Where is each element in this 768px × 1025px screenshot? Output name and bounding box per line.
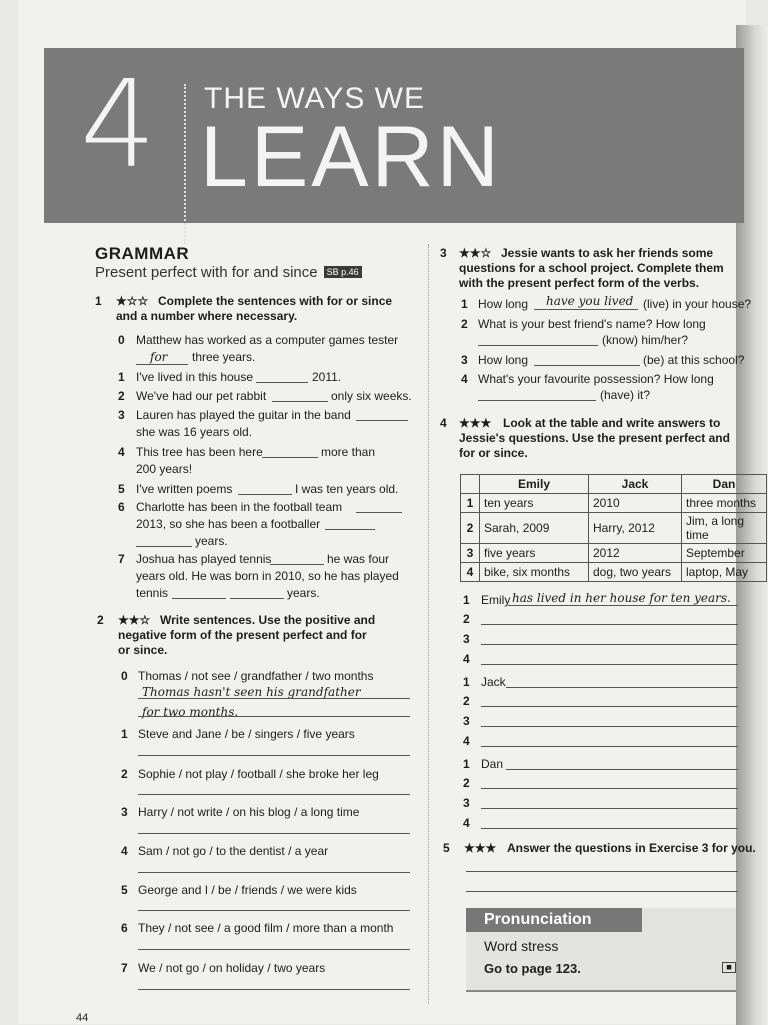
answer-line bbox=[508, 605, 738, 606]
pronunciation-page-ref[interactable]: Go to page 123. bbox=[484, 961, 581, 976]
friends-table bbox=[460, 474, 767, 582]
ex1-instruction-2: and a number where necessary. bbox=[116, 309, 298, 323]
ex2-item-number: 3 bbox=[121, 805, 128, 819]
answer-line[interactable] bbox=[466, 871, 738, 872]
answer-line[interactable] bbox=[230, 598, 284, 599]
answer-line bbox=[138, 698, 410, 699]
table-row bbox=[461, 544, 767, 563]
answer-line[interactable] bbox=[478, 400, 596, 401]
ex1-item-text: he was four bbox=[327, 552, 390, 566]
answer-line[interactable] bbox=[270, 564, 324, 565]
answer-line[interactable] bbox=[481, 788, 738, 789]
ex4-answer-number: 2 bbox=[463, 612, 470, 626]
ex2-item-prompt: Sophie / not play / football / she broke her leg bbox=[138, 767, 379, 781]
table-cell: 4 bbox=[461, 563, 480, 582]
pronunciation-topic: Word stress bbox=[484, 938, 559, 954]
ex1-instruction: Complete the sentences with for or since bbox=[158, 294, 393, 308]
ex4-number: 4 bbox=[440, 416, 447, 430]
unit-banner bbox=[44, 48, 744, 223]
table-row bbox=[461, 513, 767, 544]
ex4-answer-number: 3 bbox=[463, 632, 470, 646]
ex1-item-text: tennis bbox=[136, 586, 169, 600]
answer-line[interactable] bbox=[478, 345, 598, 346]
ex4-answer-number: 4 bbox=[463, 734, 470, 748]
ex1-item-text: more than bbox=[321, 445, 376, 459]
ex1-item-text: three years. bbox=[192, 350, 256, 364]
ex3-item-answer: have you lived bbox=[546, 294, 634, 308]
ex1-item-number: 4 bbox=[118, 445, 125, 459]
ex4-answer-label: Jack bbox=[481, 675, 506, 689]
ex3-item-number: 2 bbox=[461, 317, 468, 331]
answer-line[interactable] bbox=[138, 755, 410, 756]
ex3-item-number: 3 bbox=[461, 353, 468, 367]
ex3-item-text: (know) him/her? bbox=[602, 333, 689, 347]
ex4-answer-label: Emily bbox=[481, 593, 511, 607]
table-cell: 3 bbox=[461, 544, 480, 563]
answer-line[interactable] bbox=[138, 794, 410, 795]
table-cell: laptop, May bbox=[682, 563, 767, 582]
ex3-number: 3 bbox=[440, 246, 447, 260]
table-cell: ten years bbox=[480, 494, 589, 513]
ex3-item-number: 4 bbox=[461, 372, 468, 386]
ex5-number: 5 bbox=[443, 841, 450, 855]
ex4-answer-number: 1 bbox=[463, 757, 470, 771]
ex4-answer-number: 4 bbox=[463, 652, 470, 666]
ex3-item-text: How long bbox=[478, 353, 529, 367]
ex1-item-text: This tree has been here bbox=[136, 445, 263, 459]
table-cell: 2012 bbox=[589, 544, 682, 563]
ex1-item-number: 7 bbox=[118, 552, 125, 566]
answer-line bbox=[138, 716, 410, 717]
ex1-item-answer: for bbox=[150, 350, 168, 364]
unit-number: 4 bbox=[80, 56, 157, 195]
ex2-item-number: 6 bbox=[121, 921, 128, 935]
ex1-item-text: only six weeks. bbox=[331, 389, 412, 403]
ex3-instruction: Jessie wants to ask her friends some bbox=[501, 246, 714, 260]
ex1-item-text: 2013, so she has been a footballer bbox=[136, 517, 321, 531]
ex3-stars: ★★☆ bbox=[459, 246, 492, 260]
ex1-number: 1 bbox=[95, 294, 102, 308]
answer-line[interactable] bbox=[481, 644, 738, 645]
table-cell: three months bbox=[682, 494, 767, 513]
ex1-item-text: Charlotte has been in the football team bbox=[136, 500, 343, 514]
banner-divider bbox=[184, 84, 188, 244]
ex4-answer-number: 4 bbox=[463, 816, 470, 830]
ex4-answer-number: 2 bbox=[463, 694, 470, 708]
ex1-stars: ★☆☆ bbox=[116, 294, 149, 308]
pronunciation-heading: Pronunciation bbox=[466, 908, 642, 932]
ex4-answer-number: 1 bbox=[463, 675, 470, 689]
ex4-answer-label: Dan bbox=[481, 757, 504, 771]
table-cell: 2010 bbox=[589, 494, 682, 513]
ex1-item-text: 2011. bbox=[312, 370, 342, 384]
ex1-item-number: 0 bbox=[118, 333, 125, 347]
table-corner bbox=[461, 475, 480, 494]
answer-line[interactable] bbox=[238, 494, 292, 495]
table-header: Dan bbox=[682, 475, 767, 494]
ex2-item-number: 5 bbox=[121, 883, 128, 897]
ex3-item-number: 1 bbox=[461, 297, 468, 311]
answer-line[interactable] bbox=[138, 949, 410, 950]
ex1-item-text: she was 16 years old. bbox=[136, 425, 253, 439]
ex2-item-prompt: They / not see / a good film / more than a month bbox=[138, 921, 394, 935]
page-number: 44 bbox=[76, 1012, 89, 1024]
table-cell: 2 bbox=[461, 513, 480, 544]
ex2-item-number: 4 bbox=[121, 844, 128, 858]
answer-line[interactable] bbox=[481, 808, 738, 809]
ex2-item-prompt: Sam / not go / to the dentist / a year bbox=[138, 844, 329, 858]
table-row bbox=[461, 563, 767, 582]
ex4-answer-number: 2 bbox=[463, 776, 470, 790]
ex2-item-answer: for two months. bbox=[142, 705, 239, 719]
ex3-item-text: What's your favourite possession? How long bbox=[478, 372, 714, 386]
answer-line[interactable] bbox=[256, 382, 308, 383]
ex3-item-text: (have) it? bbox=[600, 388, 651, 402]
answer-line[interactable] bbox=[534, 365, 640, 366]
answer-line[interactable] bbox=[172, 598, 226, 599]
answer-line bbox=[534, 309, 638, 310]
ex2-item-prompt: Thomas / not see / grandfather / two months bbox=[138, 669, 374, 683]
ex3-instruction-3: with the present perfect form of the verbs. bbox=[459, 276, 700, 290]
answer-line[interactable] bbox=[325, 529, 375, 530]
section-heading: GRAMMAR bbox=[95, 244, 190, 263]
ex5-stars: ★★★ bbox=[464, 841, 497, 855]
ex3-item-text: What is your best friend's name? How long bbox=[478, 317, 706, 331]
ex2-instruction-3: or since. bbox=[118, 643, 168, 657]
ex1-item-text: years old. He was born in 2010, so he has played bbox=[136, 569, 399, 583]
pronunciation-box bbox=[466, 908, 736, 992]
ex1-item-text: 200 years! bbox=[136, 462, 193, 476]
ex1-item-text: years. bbox=[287, 586, 320, 600]
ex2-stars: ★★☆ bbox=[118, 613, 151, 627]
ex2-item-prompt: Harry / not write / on his blog / a long time bbox=[138, 805, 360, 819]
ex4-instruction-2: Jessie's questions. Use the present perfect and bbox=[459, 431, 730, 445]
table-header: Emily bbox=[480, 475, 589, 494]
ex4-stars: ★★★ bbox=[459, 416, 492, 430]
ex1-item-text: Matthew has worked as a computer games tester bbox=[136, 333, 399, 347]
column-divider bbox=[428, 244, 429, 1004]
ex2-instruction-2: negative form of the present perfect and for bbox=[118, 628, 367, 642]
table-cell: Sarah, 2009 bbox=[480, 513, 589, 544]
sb-page-ref: SB p.46 bbox=[324, 266, 362, 278]
ex1-item-number: 3 bbox=[118, 408, 125, 422]
ex1-item-number: 2 bbox=[118, 389, 125, 403]
ex1-item-text: Joshua has played tennis bbox=[136, 552, 272, 566]
table-header: Jack bbox=[589, 475, 682, 494]
answer-line[interactable] bbox=[506, 769, 738, 770]
answer-line[interactable] bbox=[481, 664, 738, 665]
answer-line[interactable] bbox=[138, 872, 410, 873]
ex2-item-prompt: George and I / be / friends / we were kids bbox=[138, 883, 357, 897]
ex4-instruction: Look at the table and write answers to bbox=[503, 416, 721, 430]
ex1-item-number: 1 bbox=[118, 370, 125, 384]
answer-line[interactable] bbox=[506, 687, 738, 688]
ex4-answer-number: 3 bbox=[463, 796, 470, 810]
unit-title-line2: LEARN bbox=[200, 109, 502, 205]
ex1-item-number: 6 bbox=[118, 500, 125, 514]
ex3-item-text: (live) in your house? bbox=[643, 297, 752, 311]
unit-title-line1: THE WAYS WE bbox=[204, 82, 425, 115]
ex2-instruction: Write sentences. Use the positive and bbox=[160, 613, 376, 627]
answer-line[interactable] bbox=[136, 546, 192, 547]
ex2-number: 2 bbox=[97, 613, 104, 627]
table-cell: Jim, a long time bbox=[682, 513, 767, 544]
answer-line[interactable] bbox=[262, 457, 318, 458]
ex1-item-text: I was ten years old. bbox=[295, 482, 399, 496]
ex3-item-text: (be) at this school? bbox=[643, 353, 745, 367]
ex3-instruction-2: questions for a school project. Complete them bbox=[459, 261, 724, 275]
table-cell: dog, two years bbox=[589, 563, 682, 582]
ex1-item-text: years. bbox=[195, 534, 228, 548]
ex4-answer-number: 1 bbox=[463, 593, 470, 607]
answer-line[interactable] bbox=[481, 828, 738, 829]
answer-line[interactable] bbox=[356, 420, 408, 421]
ex2-item-number: 1 bbox=[121, 727, 128, 741]
answer-line[interactable] bbox=[481, 726, 738, 727]
ex4-answer-number: 3 bbox=[463, 714, 470, 728]
table-row bbox=[461, 494, 767, 513]
ex2-item-prompt: Steve and Jane / be / singers / five years bbox=[138, 727, 355, 741]
ex2-item-answer: Thomas hasn't seen his grandfather bbox=[142, 685, 361, 699]
ex2-item-number: 2 bbox=[121, 767, 128, 781]
ex4-instruction-3: for or since. bbox=[459, 446, 528, 460]
ex3-item-text: How long bbox=[478, 297, 529, 311]
answer-line[interactable] bbox=[272, 401, 328, 402]
answer-line[interactable] bbox=[466, 891, 738, 892]
audio-icon: ◼ bbox=[722, 962, 736, 973]
answer-line[interactable] bbox=[481, 746, 738, 747]
answer-line[interactable] bbox=[138, 910, 410, 911]
table-cell: Harry, 2012 bbox=[589, 513, 682, 544]
answer-line[interactable] bbox=[138, 989, 410, 990]
ex5-instruction: Answer the questions in Exercise 3 for you. bbox=[507, 841, 756, 855]
section-subheading: Present perfect with for and since SB p.46 bbox=[95, 264, 362, 281]
answer-line[interactable] bbox=[356, 512, 402, 513]
table-cell: 1 bbox=[461, 494, 480, 513]
ex1-item-text: We've had our pet rabbit bbox=[136, 389, 267, 403]
ex4-answer-text: has lived in her house for ten years. bbox=[512, 591, 731, 605]
answer-line[interactable] bbox=[481, 624, 738, 625]
table-cell: September bbox=[682, 544, 767, 563]
ex2-item-prompt: We / not go / on holiday / two years bbox=[138, 961, 326, 975]
answer-line bbox=[136, 364, 188, 365]
answer-line[interactable] bbox=[138, 833, 410, 834]
answer-line[interactable] bbox=[481, 706, 738, 707]
table-cell: five years bbox=[480, 544, 589, 563]
ex1-item-text: I've lived in this house bbox=[136, 370, 254, 384]
ex1-item-number: 5 bbox=[118, 482, 125, 496]
table-cell: bike, six months bbox=[480, 563, 589, 582]
ex2-item-number: 7 bbox=[121, 961, 128, 975]
ex2-item-number: 0 bbox=[121, 669, 128, 683]
table-header-row bbox=[461, 475, 767, 494]
ex1-item-text: Lauren has played the guitar in the band bbox=[136, 408, 351, 422]
ex1-item-text: I've written poems bbox=[136, 482, 233, 496]
